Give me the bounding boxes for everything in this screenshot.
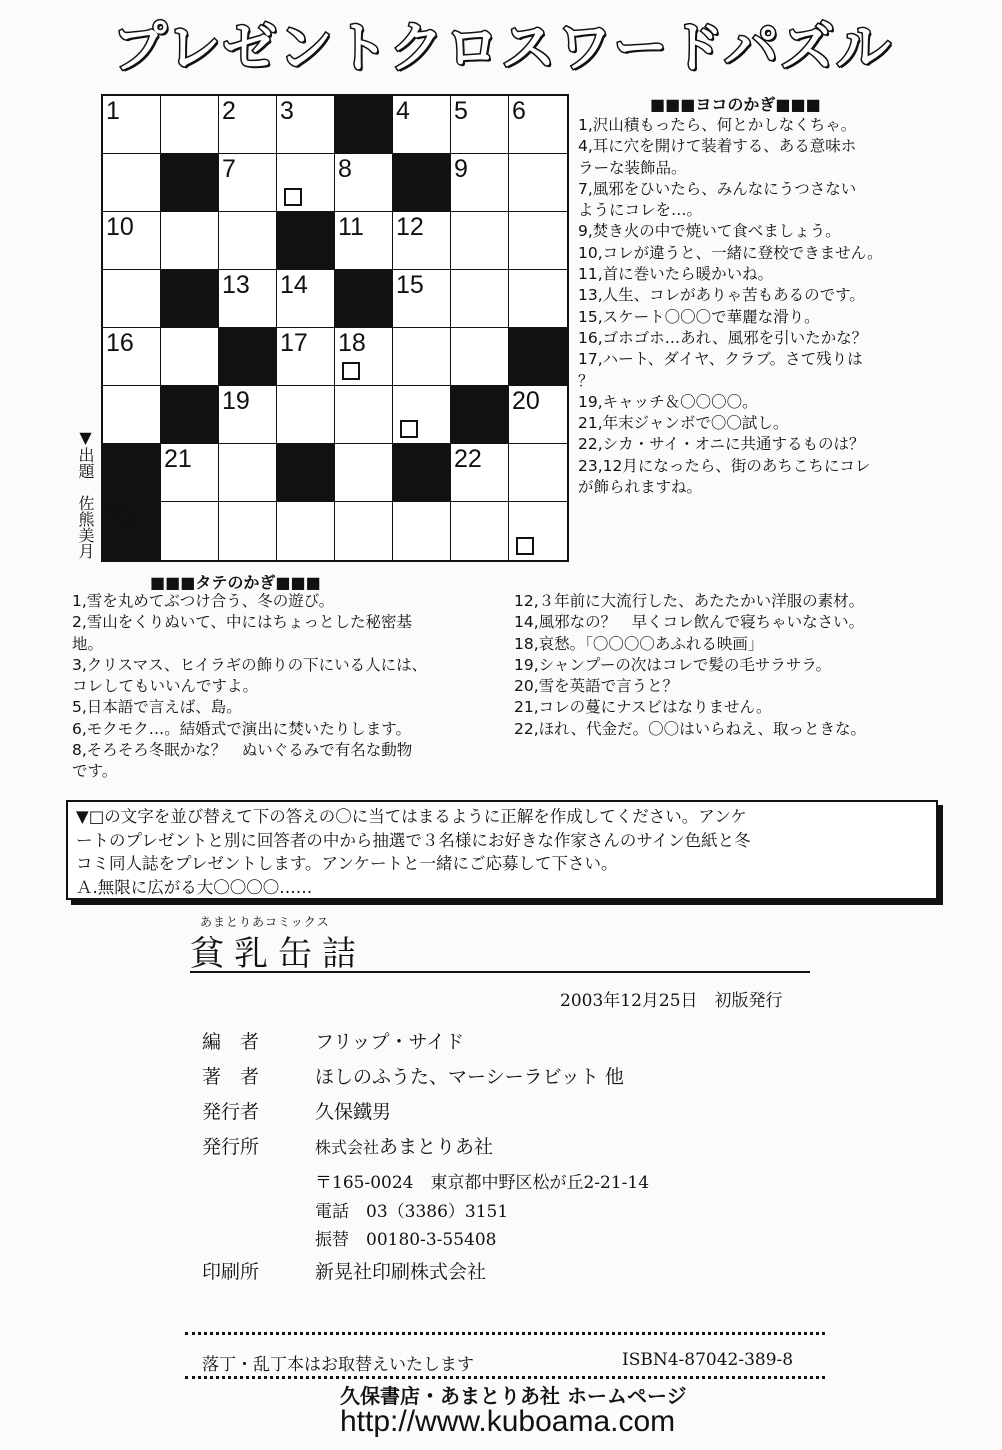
- clue-line: 16,ゴホゴホ…あれ、風邪を引いたかな？: [578, 328, 868, 347]
- clue-line: ？: [578, 371, 594, 390]
- editor-value: フリップ・サイド: [315, 1031, 465, 1053]
- grid-cell: [451, 444, 509, 502]
- black-cell: [451, 386, 509, 444]
- black-cell: [219, 328, 277, 386]
- grid-cell: [393, 96, 451, 154]
- clue-line: 3,クリスマス、ヒイラギの飾りの下にいる人には、: [72, 655, 428, 674]
- cell-number: 17: [280, 329, 308, 357]
- grid-cell: [219, 502, 277, 560]
- cell-number: 13: [222, 271, 250, 299]
- answer-marker-box: [400, 420, 418, 438]
- grid-cell: [393, 270, 451, 328]
- homepage-label: 久保書店・あまとりあ社 ホームページ: [340, 1384, 687, 1408]
- grid-cell: [103, 386, 161, 444]
- grid-cell: [219, 386, 277, 444]
- publisher-label: 発行者: [202, 1101, 260, 1123]
- cell-number: 7: [222, 155, 236, 183]
- black-cell: [277, 212, 335, 270]
- clue-line: 13,人生、コレがありゃ苦もあるのです。: [578, 286, 865, 305]
- cell-number: 6: [512, 97, 526, 125]
- grid-cell: [451, 96, 509, 154]
- answer-marker-box: [516, 537, 534, 555]
- cell-number: 5: [454, 97, 468, 125]
- grid-cell: [509, 154, 567, 212]
- grid-cell: [451, 502, 509, 560]
- black-cell: [103, 502, 161, 560]
- cell-number: 16: [106, 329, 134, 357]
- grid-cell: [335, 328, 393, 386]
- clue-line: が飾られますね。: [578, 478, 703, 497]
- cell-number: 19: [222, 387, 250, 415]
- clue-line: 4,耳に穴を開けて装着する、ある意味ホ: [578, 137, 857, 156]
- printer-value: 新晃社印刷株式会社: [315, 1261, 487, 1283]
- answer-marker-box: [284, 188, 302, 206]
- grid-cell: [277, 96, 335, 154]
- grid-cell: [103, 212, 161, 270]
- instruction-line: ートのプレゼントと別に回答者の中から抽選で３名様にお好きな作家さんのサイン色紙と冬: [76, 830, 751, 850]
- cell-number: 14: [280, 271, 308, 299]
- grid-cell: [161, 328, 219, 386]
- clue-line: コレしてもいいんですよ。: [72, 677, 259, 696]
- address: 〒165-0024 東京都中野区松が丘2-21-14: [315, 1173, 650, 1193]
- clue-line: 10,コレが違うと、一緒に登校できません。: [578, 243, 883, 262]
- grid-cell: [509, 386, 567, 444]
- author-label: 著 者: [202, 1066, 260, 1088]
- cell-number: 3: [280, 97, 294, 125]
- grid-cell: [219, 212, 277, 270]
- instructions-box: [66, 800, 938, 900]
- grid-cell: [509, 212, 567, 270]
- grid-cell: [451, 154, 509, 212]
- puzzle-title: プレゼントクロスワードパズル: [112, 16, 893, 79]
- black-cell: [103, 444, 161, 502]
- cell-number: 4: [396, 97, 410, 125]
- grid-cell: [451, 270, 509, 328]
- isbn: ISBN4-87042-389-8: [622, 1350, 794, 1370]
- author-value: ほしのふうた、マーシーラビット 他: [315, 1066, 624, 1088]
- editor-label: 編 者: [202, 1031, 260, 1053]
- homepage-url[interactable]: http://www.kuboama.com: [340, 1405, 676, 1438]
- clue-line: 14,風邪なの？ 早くコレ飲んで寝ちゃいなさい。: [514, 613, 865, 632]
- black-cell: [335, 96, 393, 154]
- clue-line: 15,スケート〇〇〇で華麗な滑り。: [578, 307, 820, 326]
- clue-line: 11,首に巻いたら暖かいね。: [578, 265, 774, 284]
- grid-cell: [451, 212, 509, 270]
- across-clues: [578, 115, 998, 498]
- clue-line: 9,焚き火の中で焼いて食べましょう。: [578, 222, 841, 241]
- grid-cell: [335, 212, 393, 270]
- black-cell: [277, 444, 335, 502]
- grid-cell: [393, 502, 451, 560]
- grid-cell: [277, 328, 335, 386]
- company-prefix: 株式会社: [315, 1138, 380, 1157]
- clue-line: 22,ほれ、代金だ。〇〇はいらねえ、取っときな。: [514, 719, 867, 738]
- grid-cell: [393, 212, 451, 270]
- grid-cell: [509, 270, 567, 328]
- instruction-line: ▼□の文字を並び替えて下の答えの〇に当てはまるように正解を作成してください。アンケ: [76, 807, 747, 826]
- publishing-house-value: [315, 1132, 493, 1159]
- clue-line: 1,沢山積もったら、何とかしなくちゃ。: [578, 116, 857, 134]
- dotted-rule-bottom: [185, 1376, 825, 1379]
- answer-marker-box: [342, 362, 360, 380]
- crossword-grid: [101, 94, 569, 562]
- grid-cell: [161, 502, 219, 560]
- grid-cell: [509, 502, 567, 560]
- black-cell: [509, 328, 567, 386]
- grid-cell: [277, 154, 335, 212]
- black-cell: [393, 154, 451, 212]
- grid-cell: [335, 444, 393, 502]
- puzzle-author: ▼出題 佐熊美月: [76, 428, 95, 559]
- printer-label: 印刷所: [202, 1261, 260, 1283]
- clue-line: 19,シャンプーの次はコレで髪の毛サラサラ。: [514, 655, 832, 674]
- clue-line: 5,日本語で言えば、島。: [72, 698, 242, 717]
- clue-line: 6,モクモク…。結婚式で演出に焚いたりします。: [72, 719, 412, 738]
- publisher-value: 久保鐵男: [315, 1101, 392, 1123]
- grid-cell: [335, 154, 393, 212]
- down-clues-right: [514, 591, 954, 740]
- phone: 電話 03（3386）3151: [315, 1202, 509, 1222]
- down-clues-header: ■■■タテのかぎ■■■: [150, 573, 321, 592]
- cell-number: 11: [338, 213, 364, 241]
- grid-cell: [219, 444, 277, 502]
- grid-cell: [451, 328, 509, 386]
- grid-cell: [277, 502, 335, 560]
- black-cell: [335, 270, 393, 328]
- across-clues-header: ■■■ヨコのかぎ■■■: [650, 95, 821, 114]
- black-cell: [161, 154, 219, 212]
- clue-line: 地。: [72, 634, 104, 653]
- cell-number: 2: [222, 97, 236, 125]
- clue-line: 21,コレの蔓にナスビはなりません。: [514, 698, 772, 717]
- clue-line: 22,シカ・サイ・オニに共通するものは？: [578, 435, 865, 454]
- black-cell: [161, 386, 219, 444]
- series-name: あまとりあコミックス: [200, 915, 330, 929]
- grid-cell: [393, 386, 451, 444]
- grid-cell: [161, 444, 219, 502]
- grid-cell: [103, 328, 161, 386]
- company-name: あまとりあ社: [379, 1136, 494, 1158]
- grid-cell: [335, 502, 393, 560]
- grid-cell: [509, 444, 567, 502]
- clue-line: です。: [72, 762, 118, 781]
- cell-number: 10: [106, 213, 134, 241]
- down-clues-left: [72, 591, 512, 783]
- grid-cell: [277, 386, 335, 444]
- cell-number: 15: [396, 271, 424, 299]
- title-rule: [190, 971, 810, 973]
- clue-line: 12,３年前に大流行した、あたたかい洋服の素材。: [514, 592, 865, 610]
- clue-line: 2,雪山をくりぬいて、中にはちょっとした秘密基: [72, 613, 412, 632]
- clue-line: 20,雪を英語で言うと？: [514, 677, 679, 696]
- book-title: 貧乳缶詰: [190, 934, 366, 974]
- cell-number: 20: [512, 387, 540, 415]
- cell-number: 12: [396, 213, 424, 241]
- grid-cell: [219, 154, 277, 212]
- transfer-account: 振替 00180-3-55408: [315, 1230, 497, 1250]
- grid-cell: [509, 96, 567, 154]
- cell-number: 21: [164, 445, 192, 473]
- clue-line: 7,風邪をひいたら、みんなにうつさない: [578, 179, 857, 198]
- grid-cell: [335, 386, 393, 444]
- cell-number: 9: [454, 155, 468, 183]
- instruction-line: コミ同人誌をプレゼントします。アンケートと一緒にご応募して下さい。: [76, 854, 618, 873]
- grid-cell: [103, 270, 161, 328]
- grid-cell: [103, 96, 161, 154]
- cell-number: 1: [106, 97, 120, 125]
- replacement-notice: 落丁・乱丁本はお取替えいたします: [202, 1355, 474, 1375]
- black-cell: [161, 270, 219, 328]
- clue-line: 8,そろそろ冬眠かな？ ぬいぐるみで有名な動物: [72, 741, 413, 760]
- grid-cell: [219, 96, 277, 154]
- grid-cell: [277, 270, 335, 328]
- grid-cell: [161, 96, 219, 154]
- grid-cell: [393, 328, 451, 386]
- cell-number: 23: [106, 503, 134, 531]
- instruction-line: Ａ.無限に広がる大〇〇〇〇……: [76, 877, 313, 897]
- cell-number: 22: [454, 445, 482, 473]
- clue-line: ラーな装飾品。: [578, 158, 687, 177]
- clue-line: 21,年末ジャンボで〇〇試し。: [578, 414, 789, 433]
- publication-date: 2003年12月25日 初版発行: [560, 991, 783, 1011]
- grid-cell: [161, 212, 219, 270]
- cell-number: 18: [338, 329, 366, 357]
- grid-cell: [219, 270, 277, 328]
- clue-line: 23,12月になったら、街のあちこちにコレ: [578, 456, 871, 475]
- clue-line: 19,キャッチ＆〇〇〇〇。: [578, 392, 758, 411]
- clue-line: 17,ハート、ダイヤ、クラブ。さて残りは: [578, 350, 863, 369]
- clue-line: ようにコレを…。: [578, 201, 703, 220]
- publishing-house-label: 発行所: [202, 1136, 260, 1158]
- cell-number: 8: [338, 155, 352, 183]
- clue-line: 18,哀愁。「〇〇〇〇あふれる映画」: [514, 634, 764, 653]
- dotted-rule-top: [185, 1332, 825, 1335]
- grid-cell: [103, 154, 161, 212]
- clue-line: 1,雪を丸めてぶつけ合う、冬の遊び。: [72, 592, 335, 610]
- black-cell: [393, 444, 451, 502]
